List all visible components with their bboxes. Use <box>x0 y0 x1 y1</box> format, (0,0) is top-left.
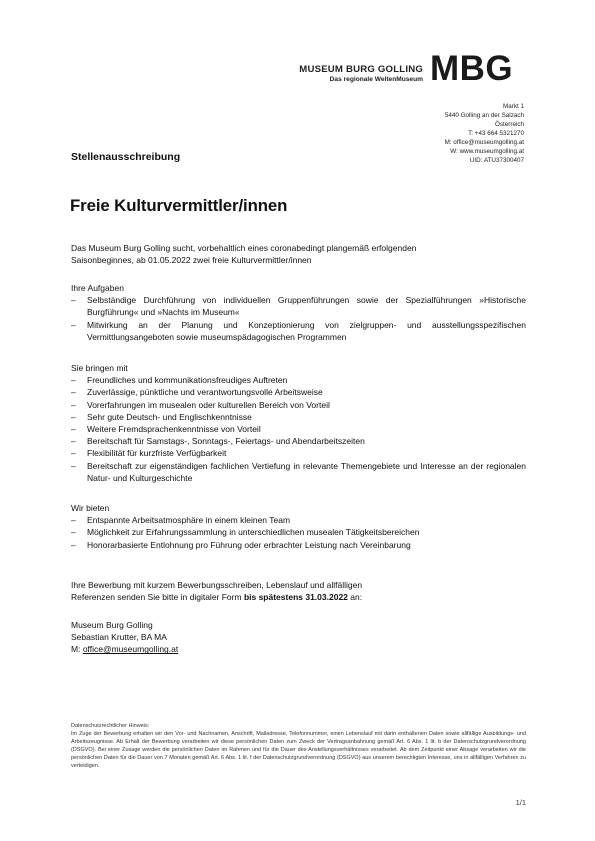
application-line: Referenzen senden Sie bitte in digitaler Form bis spätestens 31.03.2022 an: <box>71 592 363 603</box>
dash-bullet: – <box>71 539 76 550</box>
list-item: – Bereitschaft für Samstags-, Sonntags-, Feiertags- und Abendarbeitszeiten <box>71 436 365 447</box>
intro-paragraph <box>71 242 526 266</box>
contact-phone: T: +43 664 5321270 <box>468 130 524 137</box>
list-item: – Vorerfahrungen im musealen oder kulturellen Bereich von Vorteil <box>71 399 330 410</box>
museum-tagline: Das regionale WeltenMuseum <box>329 76 423 83</box>
intro-line: Saisonbeginnes, ab 01.05.2022 zwei freie Kulturvermittler/innen <box>71 255 312 266</box>
offer-section <box>71 502 526 551</box>
document-subheading: Stellenausschreibung <box>71 151 181 163</box>
contact-address-street: Markt 1 <box>503 103 524 110</box>
list-item: – Zuverlässige, pünktliche und verantwortungsvolle Arbeitsweise <box>71 387 323 398</box>
tasks-section <box>71 282 526 343</box>
contact-address-city: 5440 Golling an der Salzach <box>444 112 524 119</box>
page-number: 1/1 <box>515 798 526 807</box>
dash-bullet: – <box>71 387 76 398</box>
list-item: – Flexibilität für kurzfriste Verfügbarkeit <box>71 448 227 459</box>
contact-website: W: www.museumgolling.at <box>450 148 524 155</box>
list-item: – Mitwirkung an der Planung und Konzeptionierung von zielgruppen- und ausstellungsspezifischen Vermittlungsangeboten sowie museumspädagogischen Programmen <box>71 319 526 342</box>
dash-bullet: – <box>71 436 76 447</box>
dash-bullet: – <box>71 411 76 422</box>
recipient-email-line: M: office@museumgolling.at <box>71 644 179 655</box>
requirements-list <box>71 374 526 484</box>
dash-bullet: – <box>71 319 76 330</box>
section-heading: Sie bringen mit <box>71 363 128 373</box>
list-item: – Selbständige Durchführung von individuellen Gruppenführungen sowie der Spezialführungen »Historische Burgführung« und »Nachts im Museum« <box>71 295 526 318</box>
recipient-org: Museum Burg Golling <box>71 620 153 630</box>
contact-address-country: Österreich <box>494 121 524 128</box>
intro-line: Das Museum Burg Golling sucht, vorbehaltlich eines coronabedingt plangemäß erfolgenden <box>71 243 417 253</box>
requirements-section <box>71 362 526 484</box>
application-deadline: bis spätestens 31.03.2022 <box>243 592 348 603</box>
recipient-email-link[interactable]: office@museumgolling.at <box>82 644 179 655</box>
dash-bullet: – <box>71 424 76 435</box>
list-item: – Entspannte Arbeitsatmosphäre in einem kleinen Team <box>71 515 291 526</box>
application-line: Ihre Bewerbung mit kurzem Bewerbungsschreiben, Lebenslauf und allfälligen <box>71 580 363 590</box>
list-item: – Sehr gute Deutsch- und Englischkenntnisse <box>71 411 252 422</box>
dash-bullet: – <box>71 448 76 459</box>
dash-bullet: – <box>71 460 76 471</box>
privacy-heading: Datenschutzrechtlicher Hinweis: <box>71 723 150 729</box>
section-heading: Wir bieten <box>71 503 110 513</box>
application-instructions <box>71 579 526 603</box>
dash-bullet: – <box>71 295 76 306</box>
dash-bullet: – <box>71 399 76 410</box>
contact-email: M: office@museumgolling.at <box>444 139 524 146</box>
contact-uid: UID: ATU37300407 <box>469 157 524 164</box>
document-title: Freie Kulturvermittler/innen <box>70 196 288 215</box>
privacy-text: Im Zuge der Bewerbung erhalten wir den Vor- und Nachnamen, Anschrift, Mailadresse, Telefonnummer, einen Lebenslauf mit darin enthaltenen Daten sowie allfällige Ausbildungs- und Arbeitszeugnisse. Ab Erhalt der Bewerbung verarbeiten wir diese persönlichen Daten zum Zweck der Vertragsanbahnung gemäß Art. 6 Abs. 1 lit. b der Datenschutzgrundverordnung (DSGVO). Bei einer Zusage werden die persönlichen Daten im Rahmen und für die Dauer des Anstellungsverhältnisses verarbeitet. Ab dem Zeitpunkt einer Absage verarbeiten wir die persönlichen Daten für die Dauer von 7 Monaten gemäß Art. 6 Abs. 1 lit. f der Datenschutzgrundverordnung (DSGVO) aus unserem berechtigten Interesse, uns in allfälligen Verfahren zu verteidigen. <box>71 731 526 769</box>
dash-bullet: – <box>71 375 76 386</box>
dash-bullet: – <box>71 515 76 526</box>
offer-list <box>71 514 526 551</box>
museum-logo-wordmark <box>283 64 423 84</box>
museum-name: MUSEUM BURG GOLLING <box>299 64 423 75</box>
list-item: – Honorarbasierte Entlohnung pro Führung oder erbrachter Leistung nach Vereinbarung <box>71 539 411 550</box>
list-item: – Bereitschaft zur eigenständigen fachlichen Vertiefung in relevante Themengebiete und Interesse an der regionalen Natur- und Kulturgeschichte <box>71 460 526 483</box>
recipient-block <box>71 619 526 656</box>
museum-monogram-logo: MBG <box>430 49 514 88</box>
list-item: – Weitere Fremdsprachenkenntnisse von Vorteil <box>71 424 261 435</box>
dash-bullet: – <box>71 527 76 538</box>
list-item: – Freundliches und kommunikationsfreudiges Auftreten <box>71 375 288 386</box>
section-heading: Ihre Aufgaben <box>71 283 124 293</box>
recipient-person: Sebastian Krutter, BA MA <box>71 632 167 643</box>
contact-block <box>360 102 524 165</box>
privacy-notice <box>71 722 526 770</box>
tasks-list <box>71 294 526 343</box>
list-item: – Möglichkeit zur Erfahrungssammlung in unterschiedlichen musealen Tätigkeitsbereichen <box>71 527 420 538</box>
